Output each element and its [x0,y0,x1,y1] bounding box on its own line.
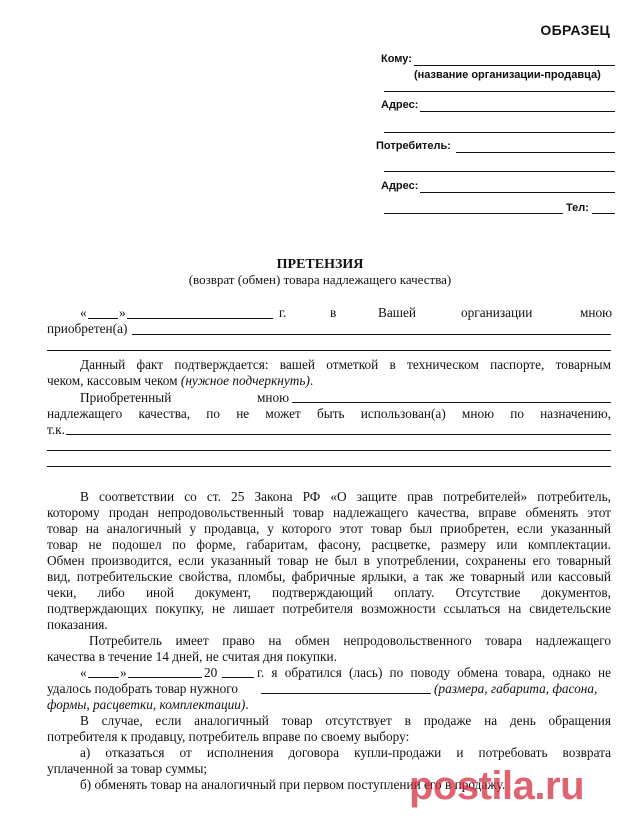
law-line-6: вид, потребительские свойства, пломбы, фабричные ярлыки, а так же товарный или кассовый [47,569,611,584]
law-line-2: которому продан непродовольственный товар надлежащего качества, вправе обменять этот [47,505,611,520]
law-line-7: чеки, либо иной документ, подтверждающий оплату. Отсутствие документов, [47,585,611,600]
to-label: Кому: [381,53,412,65]
fact-text: чеком, кассовым чеком [47,373,181,388]
quote-close: » [119,305,126,320]
choice-line-1: В случае, если аналогичный товар отсутствует в продаже на день обращения [80,713,611,728]
acquired-label: приобретен(а) [47,321,128,336]
consumer-line-2 [384,171,615,172]
to-hint: (название организации-продавца) [414,69,601,81]
phone-label: Тел: [566,202,589,214]
fact-line-1: Данный факт подтверждается: вашей отметкой в техническом паспорте, товарным [80,357,611,372]
address2-line-2 [384,213,563,214]
acquired-line [132,334,611,335]
appeal-quote-close: » [120,665,127,680]
reason-line-2 [47,450,611,451]
to-line-2 [384,91,615,92]
law-line-4: товар не подошел по форме, габаритам, фасону, расцветке, размеру или комплектации. [47,537,611,552]
intro-word-organization: организации [461,305,533,320]
year-suffix: г. [279,305,287,320]
law-line-3: товар на аналогичный у продавца, у которого этот товар был приобретен, если указанный [47,521,611,536]
law-line-5: Обмен производится, если указанный товар не был в употреблении, сохранены его товарный [47,553,611,568]
appeal-quote-open: « [80,665,87,680]
address2-line [420,192,615,193]
appeal-goods-blank [261,693,431,694]
address-line [420,111,615,112]
law-line-9: показания. [47,617,108,632]
exchange-line-2: качества в течение 14 дней, не считая дня покупки. [47,649,337,664]
month-year-blank [127,318,273,319]
appeal-options-2: формы, расцветки, комплектации) [47,697,246,712]
sample-stamp: ОБРАЗЕЦ [540,22,610,38]
law-line-1: В соответствии со ст. 25 Закона РФ «О защите прав потребителей» потребитель, [80,489,611,504]
document-subtitle: (возврат (обмен) товара надлежащего качества) [188,272,452,287]
fact-period: . [309,373,314,388]
law-line-8: подтверждающих покупку, не лишает потребителя возможности ссылаться на свидетельские [47,601,611,616]
quote-open: « [80,305,87,320]
consumer-label: Потребитель: [376,140,451,152]
day-blank [88,318,118,319]
address-label: Адрес: [381,99,419,111]
fact-line-2 [47,373,313,389]
consumer-line [456,152,615,153]
choice-b-line: б) обменять товар на аналогичный при первом поступлении его в продажу. [80,777,506,792]
reason-line-3 [47,466,611,467]
appeal-year-blank [222,677,254,678]
acquired-line-2 [47,350,611,351]
purchased-me: мною [257,390,290,405]
appeal-period: . [245,697,249,712]
purchased-line-2: надлежащего качества, по не может быть использован(а) мною по назначению, [47,406,611,421]
appeal-text: г. я обратился (лась) по поводу обмена товара, однако не [257,665,611,680]
appeal-line-3 [47,697,249,713]
phone-line [592,213,615,214]
address-line-2 [384,132,615,133]
intro-word-in: в [330,305,337,320]
to-line [414,65,615,66]
choice-a-line-2: уплаченной за товар суммы; [47,761,208,776]
choice-line-2: потребителя к продавцу, потребитель вправе по своему выбору: [47,729,410,744]
intro-word-your: Вашей [378,305,417,320]
reason-label: т.к. [47,422,65,437]
purchased-word: Приобретенный [80,390,172,405]
appeal-month-blank [128,677,202,678]
address2-label: Адрес: [381,180,419,192]
choice-a-line-1: а) отказаться от исполнения договора купли-продажи и потребовать возврата [80,745,611,760]
appeal-line-2: удалось подобрать товар нужного [47,681,239,696]
watermark-logo: postila.ru [409,764,585,808]
exchange-line-1: Потребитель имеет право на обмен непродовольственного товара надлежащего [89,633,611,648]
reason-line [66,434,611,435]
intro-word-me: мною [580,305,613,320]
appeal-options: (размера, габарита, фасона, [434,681,598,696]
purchased-line [292,402,611,403]
appeal-day-blank [88,677,119,678]
appeal-year: 20 [204,665,218,680]
fact-note: (нужное подчеркнуть) [180,373,310,388]
document-title: ПРЕТЕНЗИЯ [276,257,364,272]
